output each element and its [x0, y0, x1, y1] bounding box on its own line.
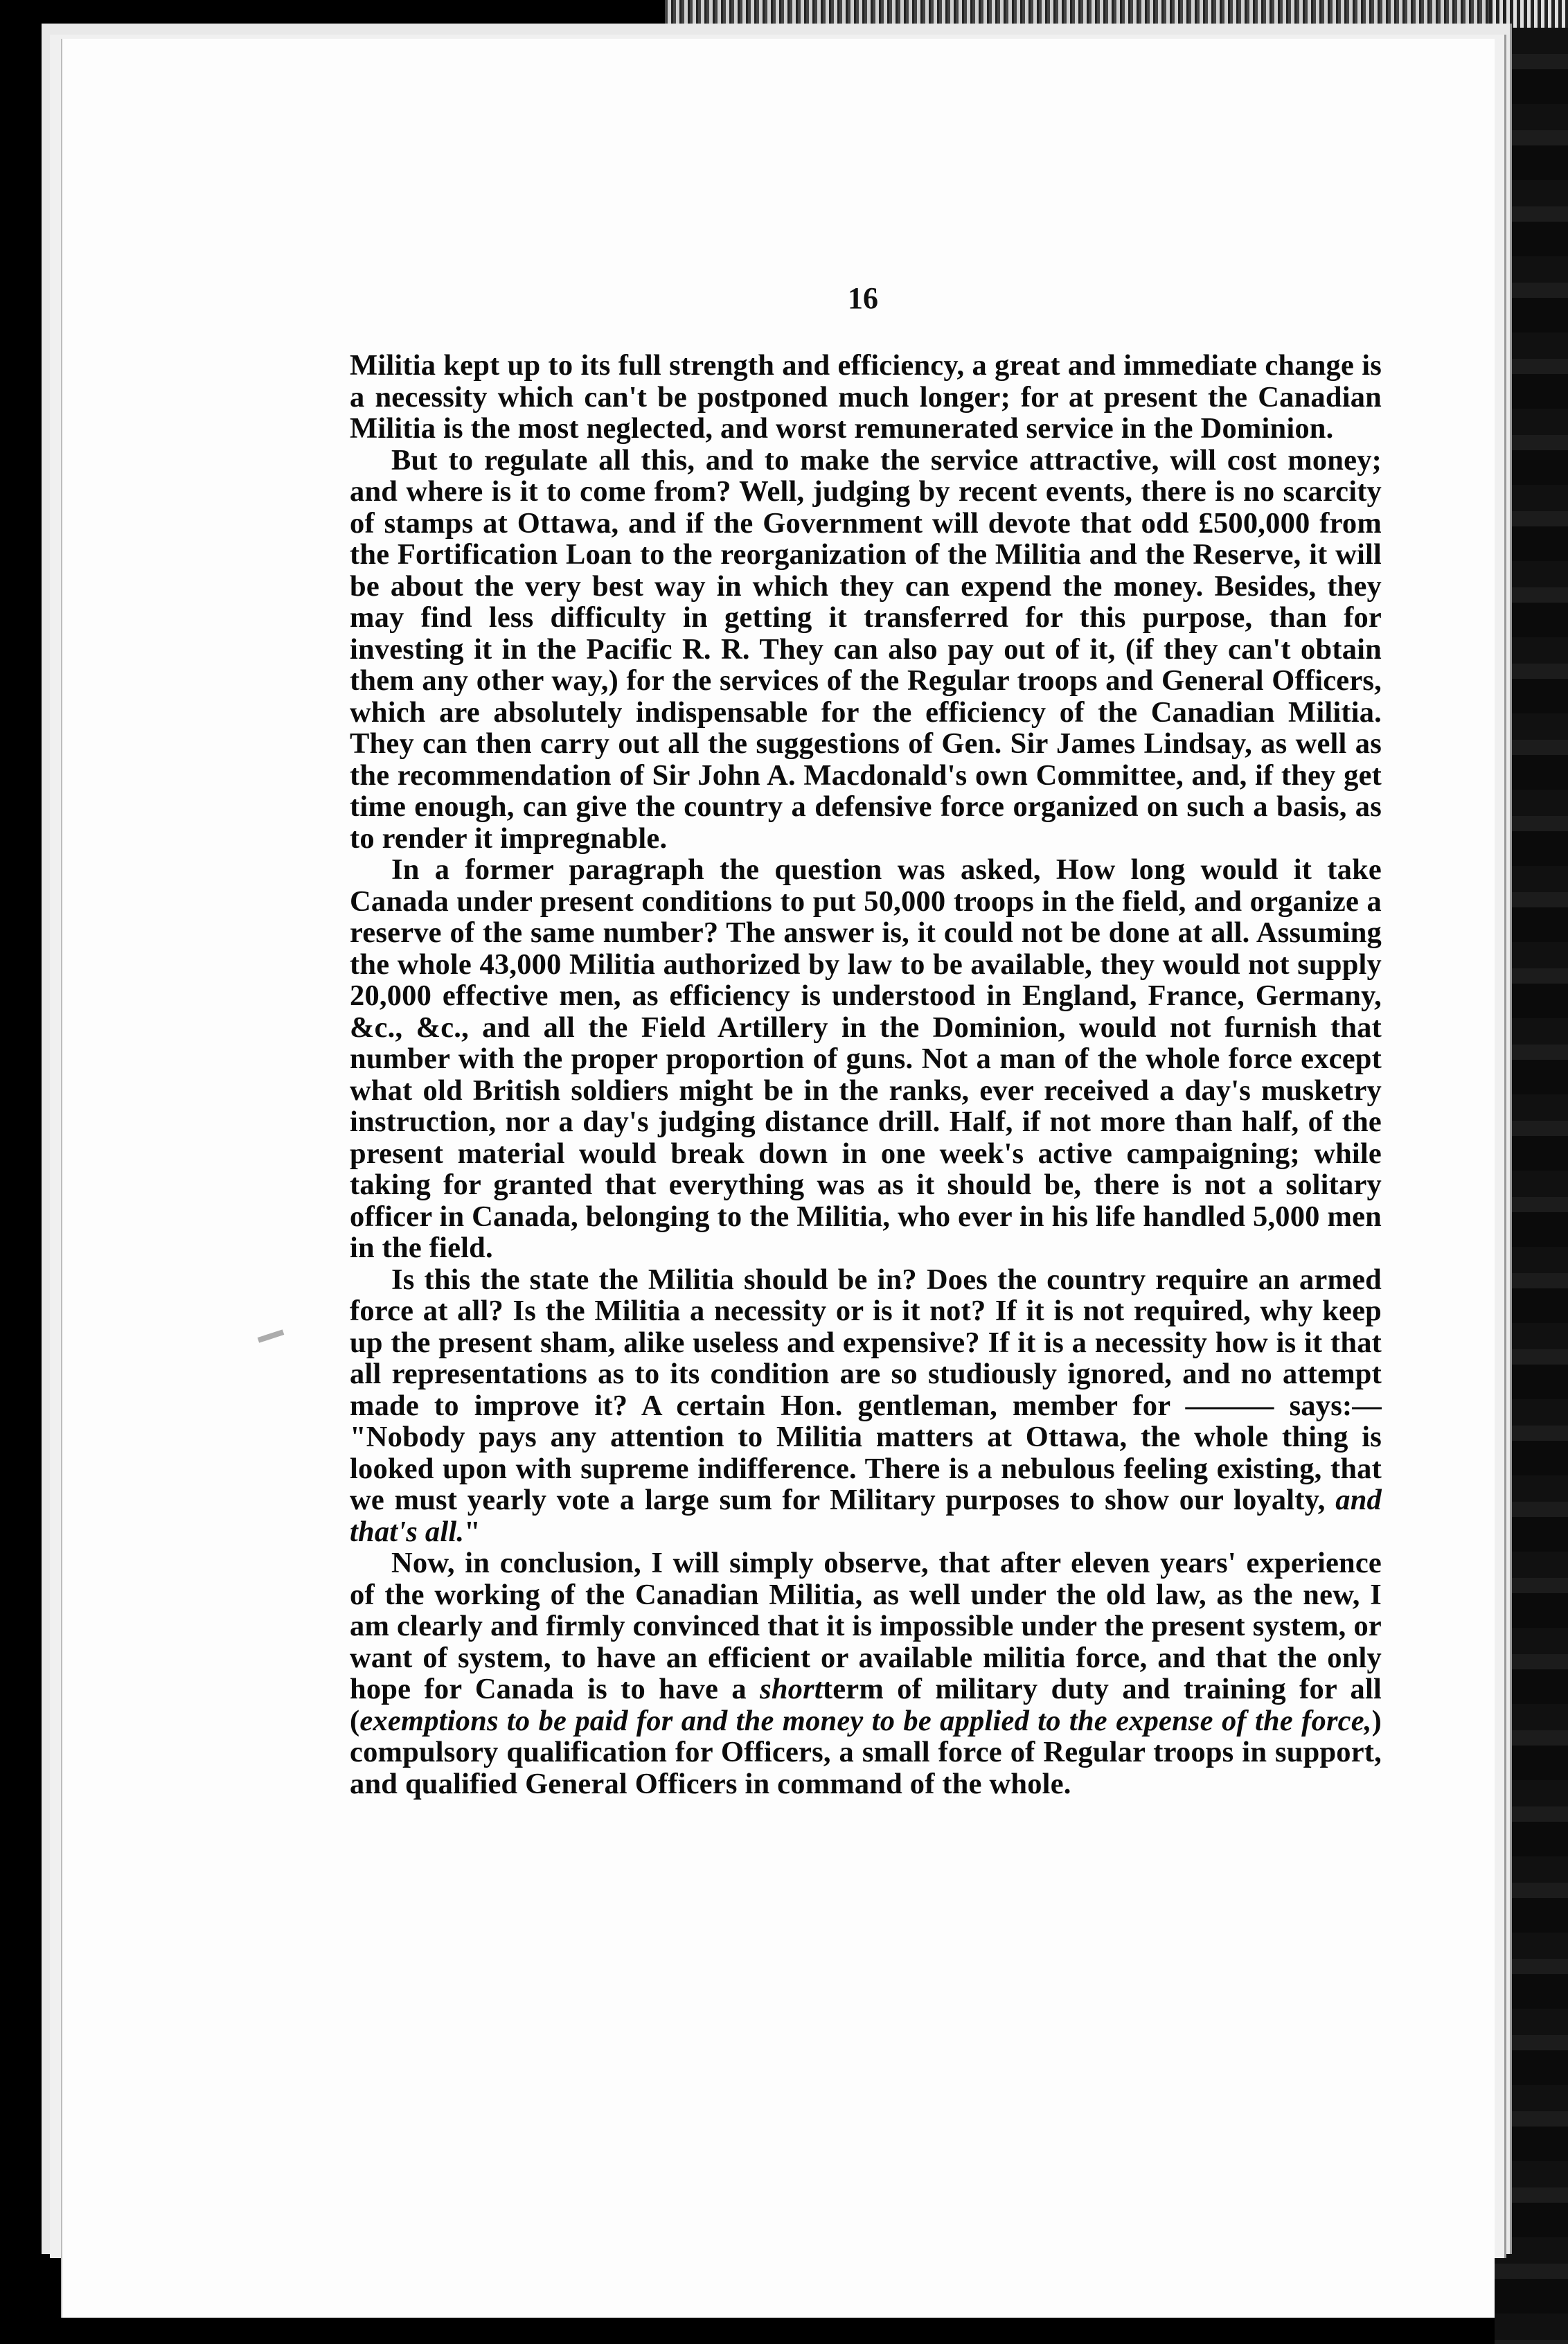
page-number: 16 — [848, 281, 878, 315]
body-text — [350, 350, 1382, 1800]
paragraph: But to regulate all this, and to make the service attractive, will cost money; and where is it to come from? Well, judging by recent events, there is no scarcity of stamps at Ottawa, and if the Government will devote that odd £500,000 from the Fortification Loan to the reorganization of the Militia and the Reserve, it will be about the very best way in which they can expend the money. Besides, they may find less difficulty in getting it transferred for this purpose, than for investing it in the Pacific R. R. They can also pay out of it, (if they can't obtain them any other way,) for the services of the Regular troops and General Officers, which are absolutely indispensable for the efficiency of the Canadian Militia. They can then carry out all the suggestions of Gen. Sir James Lindsay, as well as the recommendation of Sir John A. Macdonald's own Committee, and, if they get time enough, can give the country a defensive force organized on such a basis, as to render it impregnable. — [350, 443, 1382, 855]
paragraph: Militia kept up to its full strength and efficiency, a great and immediate change is a necessity which can't be postponed much longer; for at present the Canadian Militia is the most neglected, and worst remunerated service in the Dominion. — [350, 349, 1382, 445]
paragraph: Is this the state the Militia should be in? Does the country require an armed force at all? Is the Militia a necessity or is it not? If it is not required, why keep up the present sham, alike useless and expensive? If it is a necessity how is it that all representations as to its condition are so studiously ignored, and no attempt made to improve it? A certain Hon. gentleman, member for ——— says:— "Nobody pays any attention to Militia matters at Ottawa, the whole thing is looked upon with supreme indifference. There is a nebulous feeling existing, that we must yearly vote a large sum for Military purposes to show our loyalty, and that's all." — [350, 1263, 1382, 1548]
paragraph: Now, in conclusion, I will simply observe, that after eleven years' experience of the working of the Canadian Militia, as well under the old law, as the new, I am clearly and firmly convinced that it is impossible under the present system, or want of system, to have an efficient or available militia force, and that the only hope for Canada is to have a shortterm of military duty and training for all (exemptions to be paid for and the money to be applied to the expense of the force,) compulsory qualification for Officers, a small force of Regular troops in support, and qualified General Officers in command of the whole. — [350, 1547, 1382, 1800]
paragraph: In a former paragraph the question was asked, How long would it take Canada under present conditions to put 50,000 troops in the field, and organize a reserve of the same number? The answer is, it could not be done at all. Assuming the whole 43,000 Militia authorized by law to be available, they would not supply 20,000 effective men, as efficiency is understood in England, France, Germany, &c., &c., and all the Field Artillery in the Dominion, would not furnish that number with the proper proportion of guns. Not a man of the whole force except what old British soldiers might be in the ranks, ever received a day's musketry instruction, nor a day's judging distance drill. Half, if not more than half, of the present material would break down in one week's active campaigning; while taking for granted that everything was as it should be, there is not a solitary officer in Canada, belonging to the Militia, who ever in his life handled 5,000 men in the field. — [350, 853, 1382, 1264]
